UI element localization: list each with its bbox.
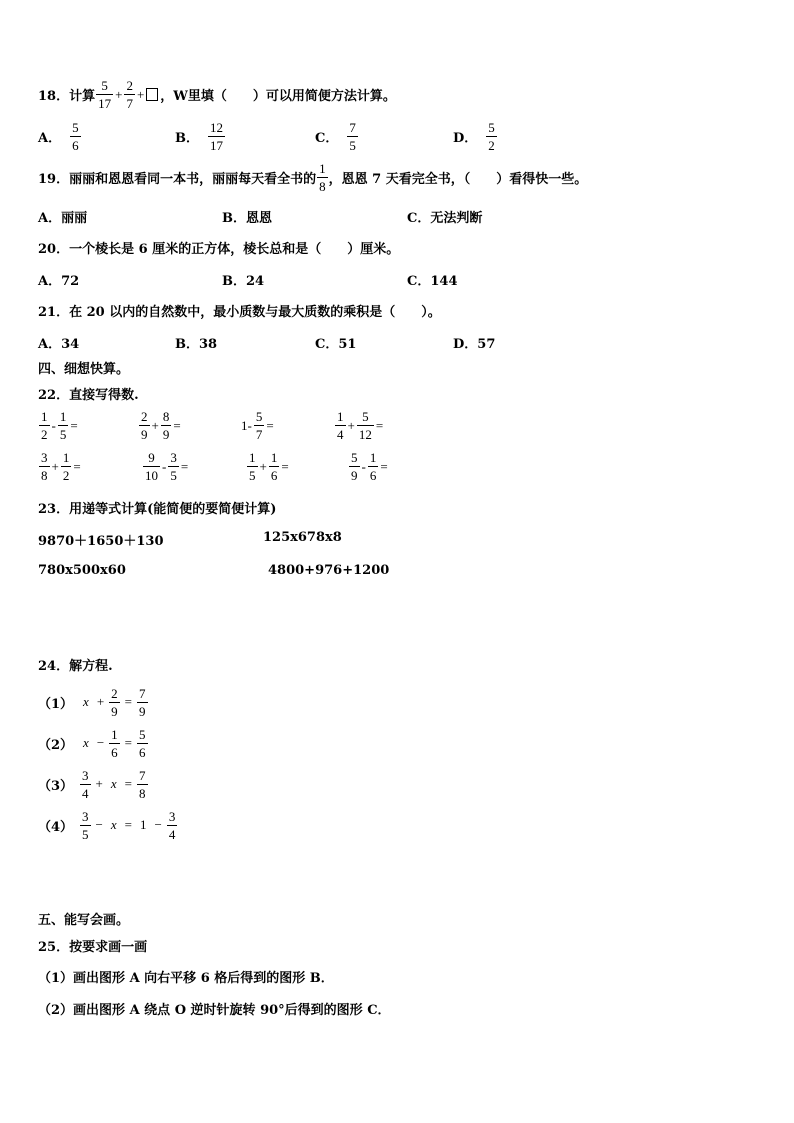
math-symbol: − (95, 817, 103, 832)
equations (38, 684, 178, 843)
option-a[interactable]: A．72 (38, 274, 80, 289)
math-symbol: − (154, 817, 162, 832)
option-c[interactable]: C． $\frac{7}{5}$ (315, 120, 356, 153)
question-19-number: 19． (38, 172, 70, 187)
instruction: （1）画出图形 A 向右平移 6 格后得到的图形 B． (38, 971, 334, 986)
math-symbol: = (124, 817, 133, 832)
option-b[interactable]: B．24 (222, 274, 265, 289)
math-symbol: = (124, 735, 133, 750)
section-heading: 四、细想快算。 (38, 362, 130, 377)
fraction: $\frac{5}{6}$ (139, 726, 146, 760)
question-18-post: ，W里填（ ）可以用简便方法计算。 (160, 89, 396, 104)
calc-expression: 4800+976+1200 (268, 563, 390, 578)
option-a[interactable]: A．34 (38, 337, 80, 352)
question-21: 21．在 20 以内的自然数中，最小质数与最大质数的乘积是（ ）。 (38, 305, 441, 320)
equation-label: （3） (38, 778, 74, 794)
option-c[interactable]: C．144 (407, 274, 458, 289)
question-24-title: 24．解方程. (38, 659, 113, 674)
calc-item: $\frac{2}{9}$ + $\frac{8}{9}$ = (141, 409, 181, 442)
calc-item: $\frac{5}{9}$ - $\frac{1}{6}$ = (351, 450, 388, 483)
question-18: 18． 计算 $\frac{5}{17}$ + $\frac{2}{7}$ + ，W里填（ ）可以用简便方法计算。 (38, 78, 396, 111)
calc-item: $\frac{1}{2}$ - $\frac{1}{5}$ = (41, 409, 78, 442)
option-c[interactable]: C．无法判断 (407, 211, 483, 226)
option-d[interactable]: D．57 (453, 337, 496, 352)
section-heading: 五、能写会画。 (38, 913, 130, 928)
equation-label: （4） (38, 819, 74, 835)
math-symbol: + (96, 694, 105, 709)
question-25-title: 25．按要求画一画 (38, 940, 148, 955)
math-symbol: = (124, 776, 133, 791)
question-18-number: 18． (38, 89, 70, 104)
calc-expression: 125x678x8 (263, 530, 342, 545)
option-d[interactable]: D． $\frac{5}{2}$ (453, 120, 495, 153)
fraction: $\frac{3}{4}$ (168, 808, 176, 842)
math-symbol: 1 (140, 817, 147, 832)
calc-expression: 9870＋1650＋130 (38, 534, 164, 549)
math-symbol: + (95, 776, 103, 791)
variable-x: x (110, 776, 117, 791)
variable-x: x (83, 694, 89, 709)
question-22-title: 22．直接写得数. (38, 388, 139, 403)
question-18-pre: 计算 (69, 89, 96, 104)
instruction: （2）画出图形 A 绕点 O 逆时针旋转 90°后得到的图形 C． (38, 1003, 391, 1018)
calc-expression: 780x500x60 (38, 563, 126, 578)
fraction: $\frac{1}{6}$ (111, 726, 118, 760)
calc-item: $\frac{9}{10}$ - $\frac{3}{5}$ = (145, 450, 189, 483)
option-b[interactable]: B． $\frac{12}{17}$ (175, 120, 223, 153)
option-c[interactable]: C．51 (315, 337, 357, 352)
calc-item: $\frac{3}{8}$ + $\frac{1}{2}$ = (41, 450, 81, 483)
fraction: $\frac{1}{8}$ (319, 161, 326, 194)
equation-2 (38, 725, 149, 761)
calc-item: 1- $\frac{5}{7}$ = (241, 409, 274, 442)
question-19-pre: 丽丽和恩恩看同一本书，丽丽每天看全书的 (69, 172, 317, 187)
equation-3 (38, 766, 149, 802)
question-20: 20．一个棱长是 6 厘米的正方体，棱长总和是（ ）厘米。 (38, 242, 400, 257)
equation-1 (38, 684, 149, 720)
fraction: $\frac{3}{5}$ (82, 808, 89, 842)
blank-box (146, 88, 158, 101)
math-symbol: = (124, 694, 133, 709)
fraction: $\frac{7}{9}$ (139, 685, 146, 719)
fraction: $\frac{2}{7}$ (126, 78, 133, 111)
question-23-title: 23．用递等式计算(能简便的要简便计算) (38, 502, 277, 517)
variable-x: x (83, 735, 89, 750)
option-a[interactable]: A．丽丽 (38, 211, 88, 226)
question-19-post: ，恩恩 7 天看完全书，（ ）看得快一些。 (328, 172, 588, 187)
question-19 (38, 162, 587, 193)
variable-x: x (110, 817, 117, 832)
equation-4 (38, 807, 178, 843)
calc-item: $\frac{1}{4}$ + $\frac{5}{12}$ = (337, 409, 384, 442)
equation-label: （1） (38, 696, 74, 712)
fraction: $\frac{7}{8}$ (139, 767, 146, 801)
fraction: $\frac{2}{9}$ (111, 685, 118, 719)
option-a[interactable]: A． $\frac{5}{6}$ (38, 120, 79, 153)
option-b[interactable]: B．恩恩 (222, 211, 272, 226)
option-b[interactable]: B．38 (175, 337, 218, 352)
fraction: $\frac{5}{17}$ (98, 78, 112, 111)
fraction: $\frac{3}{4}$ (82, 767, 89, 801)
equation-label: （2） (38, 737, 74, 753)
math-symbol: − (96, 735, 105, 750)
calc-item: $\frac{1}{5}$ + $\frac{1}{6}$ = (249, 450, 289, 483)
